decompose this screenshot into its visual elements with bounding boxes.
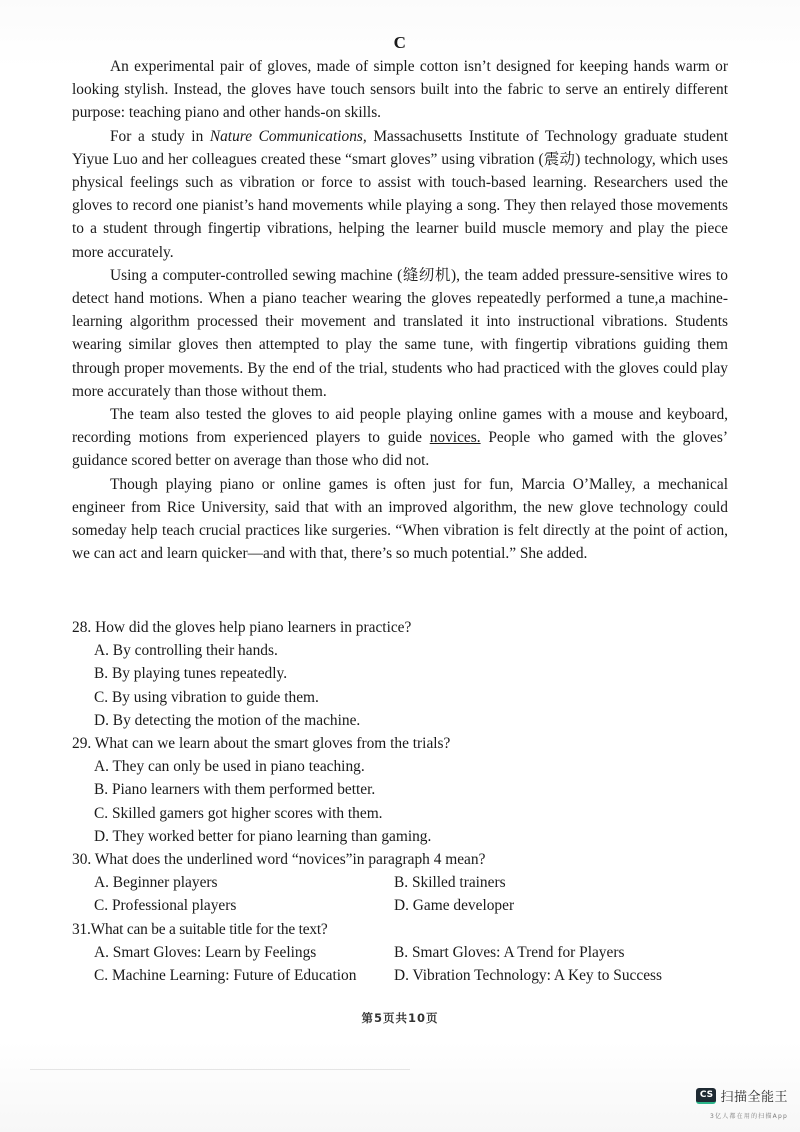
journal-title: Nature Communications [209, 127, 363, 145]
question-28 [72, 616, 732, 732]
option-grid [72, 871, 732, 917]
paragraph-4 [72, 403, 728, 473]
reading-passage [72, 55, 728, 565]
watermark-brand [668, 1086, 788, 1105]
option-c: C. By using vibration to guide them. [94, 688, 319, 706]
option-d: D. Vibration Technology: A Key to Success [394, 967, 663, 985]
section-heading: C [393, 33, 407, 52]
question-stem: 28. How did the gloves help piano learners in practice? [72, 619, 412, 636]
question-31 [72, 918, 732, 988]
question-stem: 30. What does the underlined word “novices”in paragraph 4 mean? [72, 851, 486, 869]
watermark-tagline: 3亿人都在用的扫描App [710, 1113, 788, 1120]
question-stem: 29. What can we learn about the smart gloves from the trials? [72, 735, 451, 753]
camscanner-logo-icon: CS [696, 1088, 716, 1104]
question-stem: 31.What can be a suitable title for the text? [72, 920, 328, 938]
scan-artifact-divider [30, 1069, 410, 1070]
option-b: B. By playing tunes repeatedly. [94, 665, 288, 683]
option-a: A. Smart Gloves: Learn by Feelings [94, 943, 317, 961]
paragraph-5: Though playing piano or online games is often just for fun, Marcia O’Malley, a mechanical engineer from Rice University, said that with an improved algorithm, the new glove technology could someday help teach crucial practices like surgeries. “When vibration is felt directly at the point of action, we can act and learn quicker—and with that, there’s so much potential.” She added. [72, 475, 728, 563]
paragraph-2-lead: For a study in [110, 127, 210, 145]
option-b: B. Skilled trainers [394, 874, 506, 892]
scanner-watermark [668, 1086, 788, 1126]
option-c: C. Machine Learning: Future of Education [94, 967, 357, 985]
paragraph-3: Using a computer-controlled sewing machine (缝纫机), the team added pressure-sensitive wires to detect hand motions. When a piano teacher wearing the gloves repeatedly performed a tune,a machine-learning algorithm processed their movement and translated it into instructional vibrations. Students wearing similar gloves then attempted to play the same tune, with fingertip vibrations guiding them through proper movements. By the end of the trial, students who had practiced with the gloves could play more accurately than those without them. [72, 266, 728, 400]
question-30 [72, 848, 732, 918]
option-d: D. By detecting the motion of the machine. [94, 711, 361, 729]
underlined-word: novices. [429, 429, 481, 447]
option-d: D. They worked better for piano learning than gaming. [94, 827, 432, 845]
question-list [72, 616, 732, 987]
option-a: A. By controlling their hands. [94, 642, 278, 660]
option-c: C. Skilled gamers got higher scores with them. [94, 804, 383, 822]
option-a: A. Beginner players [94, 874, 218, 892]
option-c: C. Professional players [94, 897, 237, 915]
question-29 [72, 732, 732, 848]
watermark-app-name: 扫描全能王 [720, 1090, 788, 1105]
option-a: A. They can only be used in piano teaching. [94, 758, 365, 776]
paragraph-2 [72, 125, 728, 264]
paragraph-1: An experimental pair of gloves, made of simple cotton isn’t designed for keeping hands warm or looking stylish. Instead, the gloves have touch sensors built into the fabric to serve an entirely different purpose: teaching piano and other hands-on skills. [72, 58, 728, 122]
paragraph-2-body: , Massachusetts Institute of Technology graduate student Yiyue Luo and her colleagues created these “smart gloves” using vibration (震动) technology, which uses physical feelings such as vibration or force to assist with touch-based learning. Researchers used the gloves to record one pianist’s hand movements while playing a song. They then relayed those movements to a student through fingertip vibrations, helping the learner build muscle memory and play the piece more accurately. [72, 127, 728, 261]
option-b: B. Piano learners with them performed better. [94, 781, 376, 799]
option-d: D. Game developer [394, 897, 515, 915]
paragraph-4-body: People who gamed with the gloves’ guidance scored better on average than those who did not. [72, 429, 728, 470]
option-b: B. Smart Gloves: A Trend for Players [394, 943, 625, 961]
option-grid [72, 941, 732, 987]
page-number: 第5页共10页 [361, 1011, 439, 1025]
paragraph-4-lead: The team also tested the gloves to aid people playing online games with a mouse and keyboard, recording motions from experienced players to guide [72, 406, 728, 447]
